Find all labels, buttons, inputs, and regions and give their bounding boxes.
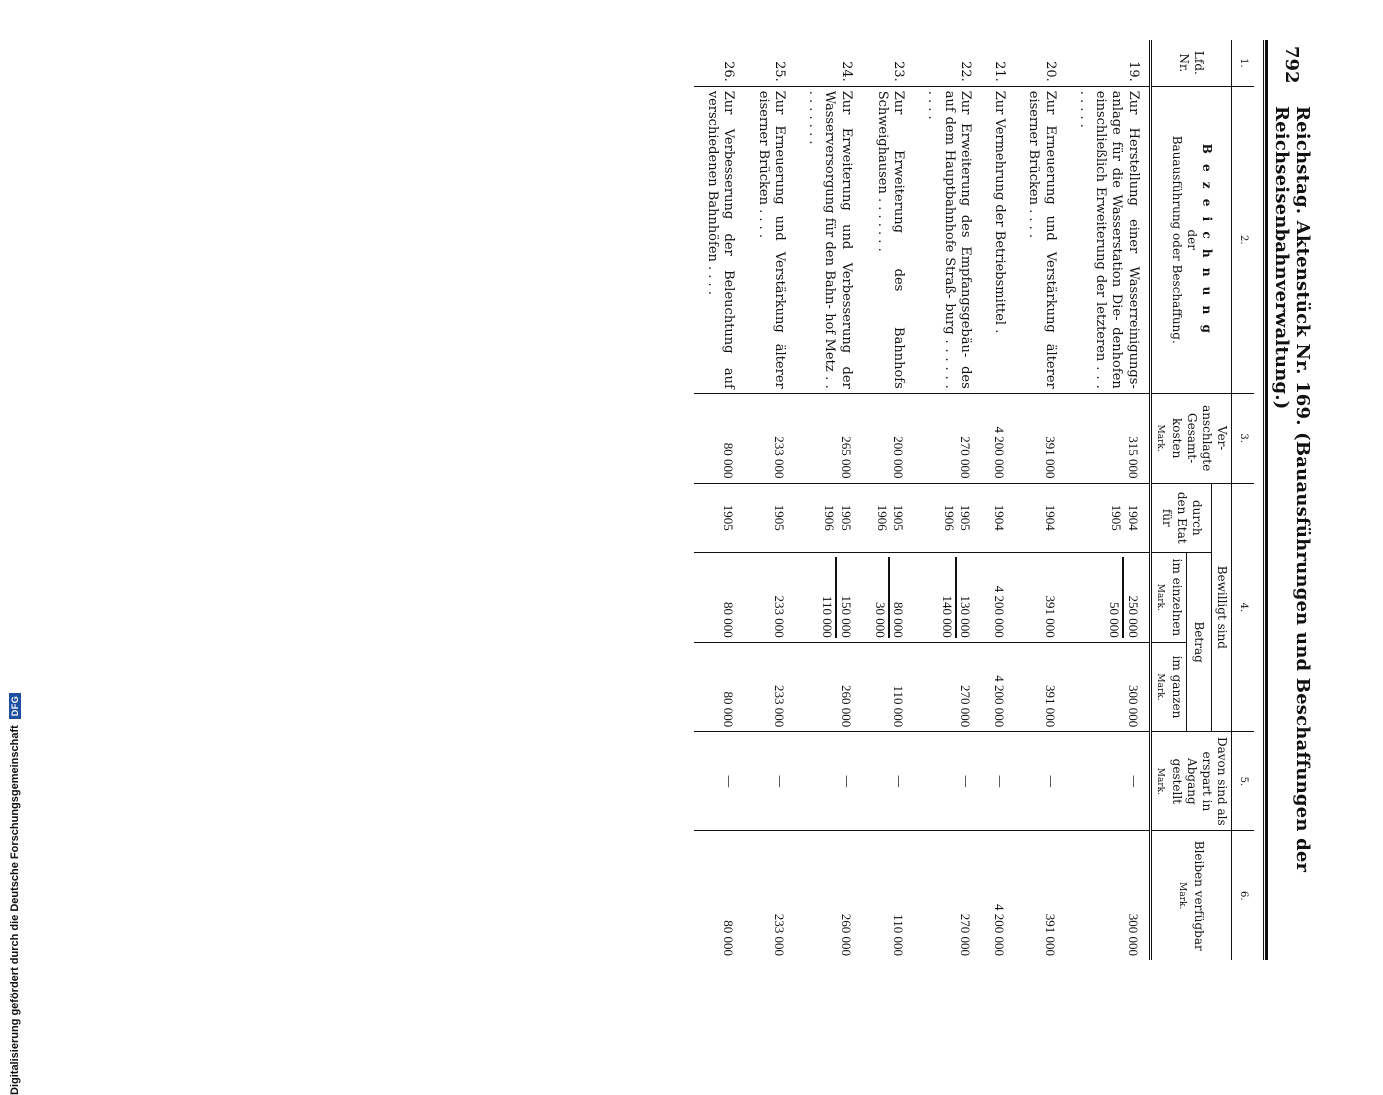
table-row <box>914 40 981 960</box>
unit-label: Mark. <box>1155 767 1165 795</box>
row-einzeln <box>1015 553 1066 643</box>
bezeichnung-line: der <box>1184 229 1199 251</box>
years-value: 1905 <box>891 504 907 531</box>
row-years <box>914 483 981 553</box>
rotated-page <box>42 40 1312 960</box>
durch-etat-header: durch den Etat für <box>1150 483 1211 553</box>
row-kosten: 315 000 <box>1066 393 1151 483</box>
years-value: 1905 <box>1109 504 1125 531</box>
page-header <box>1272 40 1312 960</box>
years-value: 1904 <box>1042 504 1058 531</box>
row-einzeln <box>914 553 981 643</box>
row-ganzen: 270 000 <box>914 642 981 732</box>
row-number: 25. <box>772 61 787 82</box>
header-row-1 <box>1212 40 1232 960</box>
row-description: Zur Herstellung einer Wasserreinigungs- anlage für die Wasserstation Die- denhofen einschließlich Erweiterung der letzteren . . . . . . . . <box>1066 86 1151 393</box>
row-ganzen: 80 000 <box>694 642 745 732</box>
einzeln-value: 80 000 <box>888 557 906 638</box>
im-ganzen-label: im ganzen <box>1170 655 1184 719</box>
table-row <box>1015 40 1066 960</box>
page-title: Reichstag. Aktenstück Nr. 169. (Bauausführungen und Beschaffungen der Reichseisenbahnverwaltung.) <box>1271 106 1313 873</box>
row-ganzen: 260 000 <box>795 642 862 732</box>
column-number: 6. <box>1232 831 1255 960</box>
row-years <box>981 483 1015 553</box>
dfg-logo: DFG <box>9 693 21 720</box>
row-verfuegbar: 110 000 <box>862 831 915 960</box>
row-years <box>1066 483 1151 553</box>
row-abgang: — <box>1066 732 1151 831</box>
davon-header <box>1150 732 1231 831</box>
row-abgang: — <box>914 732 981 831</box>
im-einzelnen-header <box>1150 553 1186 643</box>
years-value: 1904 <box>992 504 1008 531</box>
einzeln-value: 250 000 <box>1123 557 1141 638</box>
row-years <box>745 483 796 553</box>
row-verfuegbar: 300 000 <box>1066 831 1151 960</box>
table-row <box>981 40 1015 960</box>
einzeln-value: 140 000 <box>939 595 955 638</box>
row-verfuegbar: 270 000 <box>914 831 981 960</box>
im-einzelnen-label: im einzelnen <box>1170 558 1184 637</box>
row-einzeln <box>862 553 915 643</box>
row-kosten: 233 000 <box>745 393 796 483</box>
table-row <box>745 40 796 960</box>
bewilligt-header: Bewilligt sind <box>1212 483 1232 732</box>
row-einzeln <box>745 553 796 643</box>
years-value: 1905 <box>838 504 854 531</box>
row-kosten: 391 000 <box>1015 393 1066 483</box>
row-verfuegbar: 80 000 <box>694 831 745 960</box>
row-description: Zur Erweiterung des Bahnhofs Schweighausen . . . . . . . <box>862 86 915 393</box>
table-row <box>795 40 862 960</box>
row-ganzen: 4 200 000 <box>981 642 1015 732</box>
veranschlagte-label: Ver- anschlagte Gesamt- kosten <box>1170 405 1229 472</box>
einzeln-value: 50 000 <box>1107 601 1123 638</box>
years-value: 1906 <box>875 504 890 531</box>
unit-label: Mark. <box>1155 673 1165 701</box>
row-years <box>694 483 745 553</box>
row-description: Zur Erweiterung und Verbesserung der Wasserversorgung für den Bahn- hof Metz . . . . . . . . . <box>795 86 862 393</box>
bleiben-header <box>1150 831 1231 960</box>
page-number: 792 <box>1281 46 1303 84</box>
bezeichnung-header <box>1150 86 1231 393</box>
table-body <box>694 40 1150 960</box>
row-number: 26. <box>721 61 737 82</box>
row-einzeln <box>694 553 745 643</box>
einzeln-value: 4 200 000 <box>992 585 1008 638</box>
unit-label: Mark. <box>1155 424 1165 452</box>
row-einzeln <box>981 553 1015 643</box>
row-kosten: 4 200 000 <box>981 393 1015 483</box>
row-ganzen: 391 000 <box>1015 642 1066 732</box>
row-number: 21. <box>992 61 1008 82</box>
row-description: Zur Erweiterung des Empfangsgebäu- des auf dem Hauptbahnhofe Straß- burg . . . . . . . . . . <box>914 86 981 393</box>
years-value: 1905 <box>958 504 973 531</box>
row-description: Zur Vermehrung der Betriebsmittel . <box>981 86 1015 393</box>
header-rule <box>1265 40 1268 960</box>
row-verfuegbar: 260 000 <box>795 831 862 960</box>
veranschlagte-header <box>1150 393 1231 483</box>
row-description: Zur Erneuerung und Verstärkung älterer eiserner Brücken . . . . <box>1015 86 1066 393</box>
header-rule-thin <box>1263 40 1264 960</box>
row-years <box>1015 483 1066 553</box>
row-verfuegbar: 233 000 <box>745 831 796 960</box>
einzeln-value: 391 000 <box>1042 595 1058 638</box>
row-description: Zur Verbesserung der Beleuchtung auf verschiedenen Bahnhöfen . . . . <box>694 86 745 393</box>
years-value: 1905 <box>772 504 787 531</box>
row-abgang: — <box>862 732 915 831</box>
table-row <box>694 40 745 960</box>
einzeln-value: 80 000 <box>721 601 737 638</box>
years-value: 1906 <box>822 504 838 531</box>
davon-label: Davon sind als erspart in Abgang gestellt <box>1170 736 1229 826</box>
years-value: 1906 <box>941 504 957 531</box>
footer-text: Digitalisierung gefördert durch die Deutsche Forschungsgemeinschaft <box>9 725 21 1095</box>
budget-table <box>694 40 1254 960</box>
row-ganzen: 300 000 <box>1066 642 1151 732</box>
row-ganzen: 233 000 <box>745 642 796 732</box>
table-row <box>862 40 915 960</box>
row-verfuegbar: 4 200 000 <box>981 831 1015 960</box>
einzeln-value: 30 000 <box>873 601 888 638</box>
row-abgang: — <box>981 732 1015 831</box>
einzeln-value: 130 000 <box>955 557 973 638</box>
column-number: 3. <box>1232 393 1255 483</box>
row-abgang: — <box>1015 732 1066 831</box>
row-verfuegbar: 391 000 <box>1015 831 1066 960</box>
row-kosten: 200 000 <box>862 393 915 483</box>
years-value: 1905 <box>721 504 737 531</box>
unit-label: Mark. <box>1155 583 1165 611</box>
years-value: 1904 <box>1125 504 1141 531</box>
table-row <box>1066 40 1151 960</box>
betrag-header: Betrag <box>1187 553 1212 732</box>
bezeichnung-line: B e z e i c h n u n g <box>1199 143 1214 336</box>
row-description: Zur Erneuerung und Verstärkung älterer eiserner Brücken . . . . <box>745 86 796 393</box>
column-number-row <box>1232 40 1255 960</box>
row-number: 24. <box>838 61 854 82</box>
column-number: 5. <box>1232 732 1255 831</box>
unit-label: Mark. <box>1177 882 1188 910</box>
row-abgang: — <box>795 732 862 831</box>
row-einzeln <box>795 553 862 643</box>
im-ganzen-header <box>1150 642 1186 732</box>
row-number: 22. <box>958 61 973 82</box>
column-number: 2. <box>1232 86 1255 393</box>
bezeichnung-line: Bauausführung oder Beschaffung. <box>1169 135 1184 344</box>
row-einzeln <box>1066 553 1151 643</box>
row-ganzen: 110 000 <box>862 642 915 732</box>
einzeln-value: 150 000 <box>836 557 854 638</box>
row-number: 19. <box>1125 61 1141 82</box>
bleiben-label: Bleiben verfügbar <box>1192 840 1207 951</box>
lfd-nr-header: Lfd. Nr. <box>1150 40 1231 86</box>
einzeln-value: 233 000 <box>772 595 787 638</box>
row-years <box>795 483 862 553</box>
footer <box>5 505 25 1095</box>
row-abgang: — <box>745 732 796 831</box>
row-number: 23. <box>891 61 907 82</box>
row-number: 20. <box>1042 61 1058 82</box>
row-kosten: 80 000 <box>694 393 745 483</box>
row-kosten: 265 000 <box>795 393 862 483</box>
column-number: 1. <box>1232 40 1255 86</box>
column-number: 4. <box>1232 483 1255 732</box>
row-abgang: — <box>694 732 745 831</box>
row-years <box>862 483 915 553</box>
row-kosten: 270 000 <box>914 393 981 483</box>
einzeln-value: 110 000 <box>820 595 836 638</box>
